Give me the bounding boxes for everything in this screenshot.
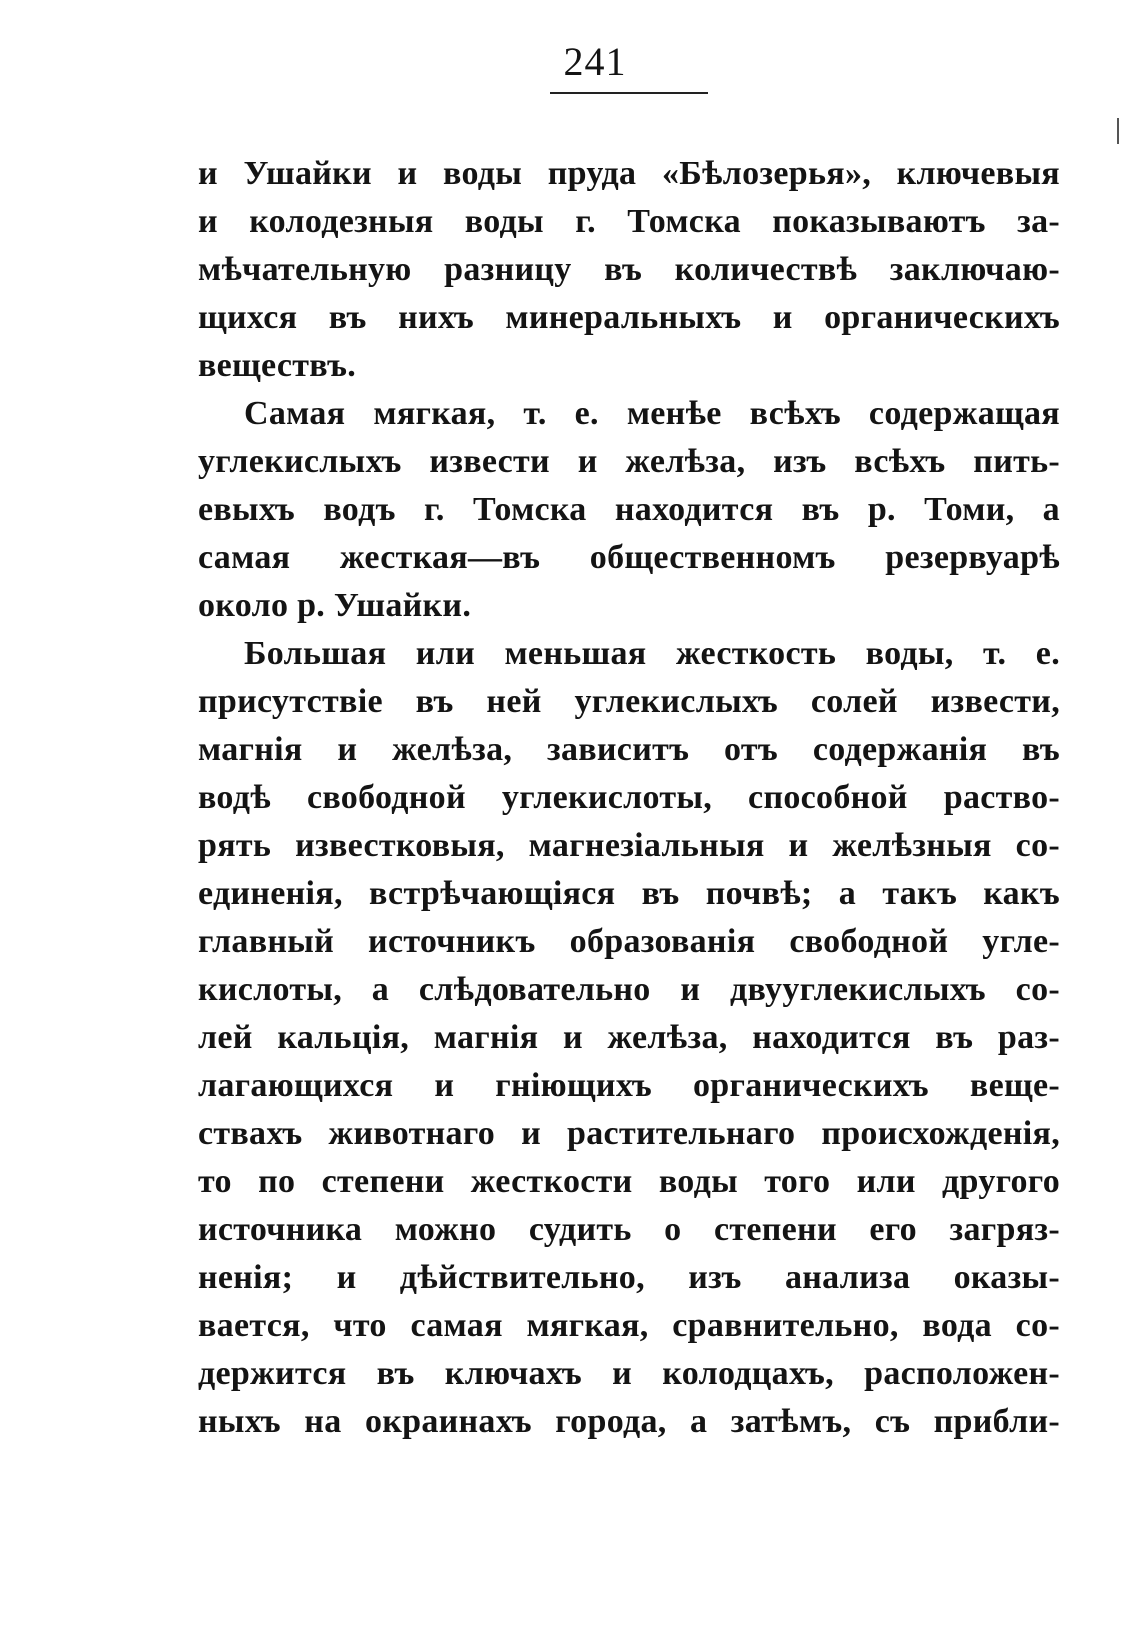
text-line: лей кальція, магнія и желѣза, находится въ раз-: [198, 1019, 1060, 1056]
edge-mark: [1117, 118, 1119, 144]
text-line: Большая или меньшая жесткость воды, т. е.: [244, 635, 1060, 672]
text-line: самая жесткая—въ общественномъ резервуарѣ: [198, 539, 1060, 576]
text-line: Самая мягкая, т. е. менѣе всѣхъ содержащая: [244, 395, 1060, 432]
text-line: магнія и желѣза, зависитъ отъ содержанія въ: [198, 731, 1060, 768]
text-line: то по степени жесткости воды того или другого: [198, 1163, 1060, 1200]
text-line: и колодезныя воды г. Томска показываютъ за-: [198, 203, 1060, 240]
text-line: рять известковыя, магнезіальныя и желѣзныя со-: [198, 827, 1060, 864]
text-line: ненія; и дѣйствительно, изъ анализа оказы-: [198, 1259, 1060, 1296]
text-line: лагающихся и гніющихъ органическихъ веще-: [198, 1067, 1060, 1104]
paragraph-2: [198, 390, 1060, 630]
text-line: вается, что самая мягкая, сравнительно, вода со-: [198, 1307, 1060, 1344]
text-line: мѣчательную разницу въ количествѣ заключаю-: [198, 251, 1060, 288]
page-number: 241: [563, 39, 627, 84]
page-number-rule: [550, 92, 708, 94]
text-line: источника можно судить о степени его загряз-: [198, 1211, 1060, 1248]
text-line: водѣ свободной углекислоты, способной раство-: [198, 779, 1060, 816]
text-line: веществъ.: [198, 347, 356, 384]
text-line: около р. Ушайки.: [198, 587, 472, 624]
text-line: щихся въ нихъ минеральныхъ и органическихъ: [198, 299, 1060, 336]
text-line: кислоты, а слѣдовательно и двууглекислыхъ со-: [198, 971, 1060, 1008]
text-line: и Ушайки и воды пруда «Бѣлозерья», ключевыя: [198, 155, 1060, 192]
paragraph-1: [198, 150, 1060, 390]
text-line: ствахъ животнаго и растительнаго происхожденія,: [198, 1115, 1060, 1152]
text-line: углекислыхъ извести и желѣза, изъ всѣхъ пить-: [198, 443, 1060, 480]
text-line: единенія, встрѣчающіяся въ почвѣ; а такъ какъ: [198, 875, 1060, 912]
paragraph-3: [198, 630, 1060, 1446]
text-line: держится въ ключахъ и колодцахъ, расположен-: [198, 1355, 1060, 1392]
text-line: ныхъ на окраинахъ города, а затѣмъ, съ прибли-: [198, 1403, 1060, 1440]
text-line: присутствіе въ ней углекислыхъ солей извести,: [198, 683, 1060, 720]
body-text: [198, 150, 1060, 1446]
text-line: евыхъ водъ г. Томска находится въ р. Томи, а: [198, 491, 1060, 528]
text-line: главный источникъ образованія свободной угле-: [198, 923, 1060, 960]
